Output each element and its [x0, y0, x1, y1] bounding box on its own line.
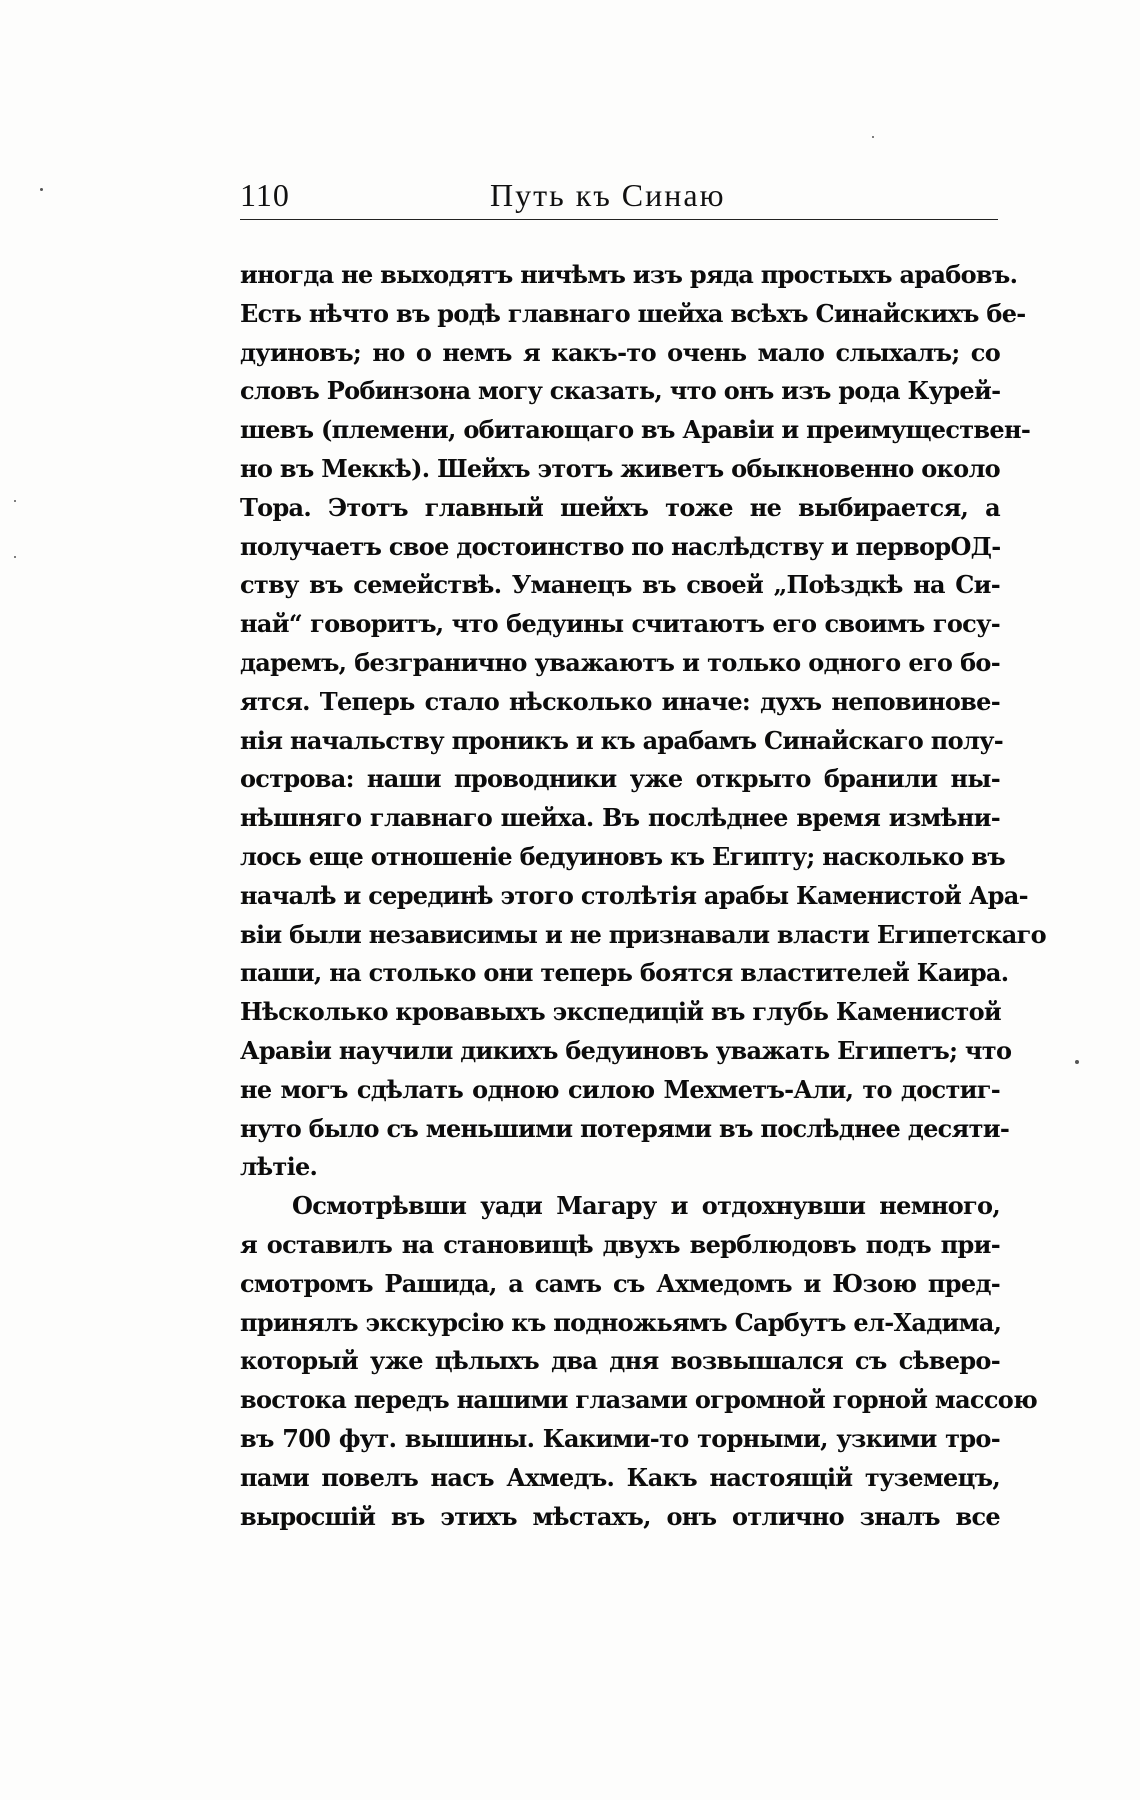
text-line: ству въ семействѣ. Уманецъ въ своей „Поѣздкѣ на Си-: [240, 570, 1000, 600]
text-line: Тора. Этотъ главный шейхъ тоже не выбирается, а: [240, 492, 1000, 522]
print-speck: [40, 188, 43, 191]
print-speck: [14, 556, 16, 558]
text-line: лѣтіе.: [240, 1152, 318, 1182]
text-line: острова: наши проводники уже открыто бранили ны-: [240, 764, 1000, 794]
text-line: Осмотрѣвши уади Магару и отдохнувши немного,: [292, 1191, 1000, 1221]
text-line: паши, на столько они теперь боятся властителей Каира.: [240, 958, 1009, 988]
text-line: нія начальству проникъ и къ арабамъ Синайскаго полу-: [240, 725, 1004, 755]
print-speck: [872, 136, 874, 138]
body-text: [240, 256, 1046, 1536]
text-line: Аравіи научили дикихъ бедуиновъ уважать Египетъ; что: [240, 1035, 1012, 1065]
print-speck: [14, 500, 16, 502]
text-line: ятся. Теперь стало нѣсколько иначе: духъ неповинове-: [240, 686, 1000, 716]
text-line: даремъ, безгранично уважаютъ и только одного его бо-: [240, 647, 1000, 677]
text-line: най“ говоритъ, что бедуины считаютъ его своимъ госу-: [240, 609, 1000, 639]
paragraph-1: [240, 256, 1046, 1187]
text-line: началѣ и серединѣ этого столѣтія арабы Каменистой Ара-: [240, 880, 1028, 910]
page-number: 110: [240, 177, 290, 213]
text-line: пами повелъ насъ Ахмедъ. Какъ настоящій туземецъ,: [240, 1462, 1000, 1492]
text-line: смотромъ Рашида, а самъ съ Ахмедомъ и Юзою пред-: [240, 1268, 1000, 1298]
text-line: я оставилъ на становищѣ двухъ верблюдовъ подъ при-: [240, 1229, 1000, 1259]
text-line: выросшій въ этихъ мѣстахъ, онъ отлично зналъ все: [240, 1501, 1000, 1531]
running-title: Путь къ Синаю: [490, 177, 726, 213]
text-line: иногда не выходятъ ничѣмъ изъ ряда простыхъ арабовъ.: [240, 260, 1018, 289]
text-line: лось еще отношеніе бедуиновъ къ Египту; насколько въ: [240, 841, 1005, 871]
text-line: нуто было съ меньшими потерями въ послѣднее десяти-: [240, 1113, 1010, 1143]
text-line: дуиновъ; но о немъ я какъ-то очень мало слыхалъ; со: [240, 337, 1000, 367]
paragraph-2: [240, 1187, 1037, 1536]
text-line: не могъ сдѣлать одною силою Мехметъ-Али, то достиг-: [240, 1074, 1000, 1104]
text-line: словъ Робинзона могу сказать, что онъ изъ рода Курей-: [240, 376, 1001, 406]
text-line: нѣшняго главнаго шейха. Въ послѣднее время измѣни-: [240, 803, 1000, 833]
text-line: получаетъ свое достоинство по наслѣдству и перворОД-: [240, 531, 1001, 561]
text-line: шевъ (племени, обитающаго въ Аравіи и преимуществен-: [240, 415, 1031, 445]
text-line: Нѣсколько кровавыхъ экспедицій въ глубь Каменистой: [240, 997, 1002, 1027]
print-speck: [1075, 1060, 1079, 1064]
text-line: Есть нѣчто въ родѣ главнаго шейха всѣхъ Синайскихъ бе-: [240, 298, 1026, 328]
text-line: который уже цѣлыхъ два дня возвышался съ сѣверо-: [240, 1346, 1000, 1376]
running-header: [240, 175, 998, 220]
text-line: но въ Меккѣ). Шейхъ этотъ живетъ обыкновенно около: [240, 453, 1000, 483]
text-line: въ 700 фут. вышины. Какими-то торными, узкими тро-: [240, 1423, 1000, 1453]
text-line: віи были независимы и не признавали власти Египетскаго: [240, 919, 1046, 949]
text-line: востока передъ нашими глазами огромной горной массою: [240, 1385, 1037, 1415]
text-line: принялъ экскурсію къ подножьямъ Сарбутъ ел-Хадима,: [240, 1307, 1002, 1337]
